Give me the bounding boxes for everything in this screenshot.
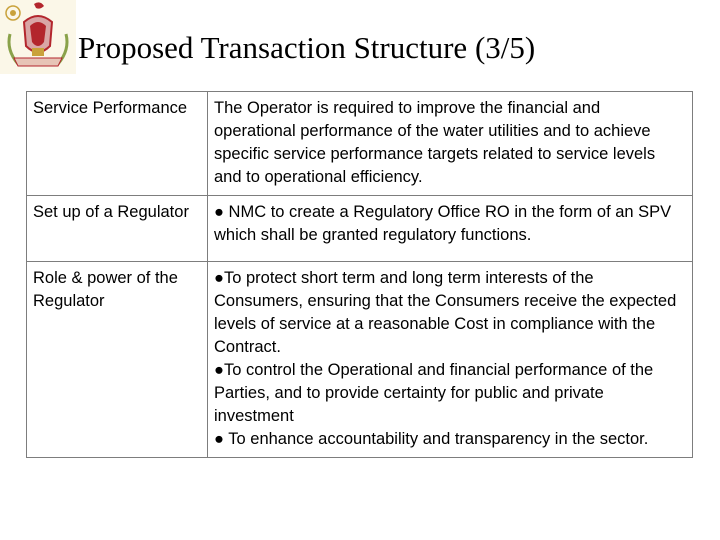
institution-emblem-logo	[0, 0, 76, 74]
transaction-structure-table	[26, 91, 693, 458]
bullet-point	[214, 428, 686, 451]
row-label: Service Performance	[27, 92, 208, 196]
bullet-icon: ●	[214, 361, 224, 379]
bullet-text: To enhance accountability and transparency in the sector.	[223, 430, 649, 448]
bullet-text: NMC to create a Regulatory Office RO in the form of an SPV which shall be granted regulatory functions.	[214, 203, 672, 244]
row-label: Role & power of the Regulator	[27, 262, 208, 458]
bullet-point	[214, 359, 686, 428]
bullet-point	[214, 267, 686, 359]
row-label: Set up of a Regulator	[27, 196, 208, 262]
table-row	[27, 262, 693, 458]
bullet-text: To control the Operational and financial performance of the Parties, and to provide certainty for public and private investment	[214, 361, 654, 425]
slide-title: Proposed Transaction Structure (3/5)	[78, 30, 536, 65]
table-row	[27, 196, 693, 262]
row-description: The Operator is required to improve the financial and operational performance of the water utilities and to achieve specific service performance targets related to service levels and to operational efficiency.	[208, 92, 693, 196]
bullet-icon: ●	[214, 430, 224, 448]
row-description	[208, 262, 693, 458]
row-description	[208, 196, 693, 262]
bullet-icon: ●	[214, 269, 224, 287]
bullet-icon: ●	[214, 203, 224, 221]
table-row	[27, 92, 693, 196]
bullet-text: To protect short term and long term interests of the Consumers, ensuring that the Consumers receive the expected levels of service at a reasonable Cost in compliance with the Contract.	[214, 269, 677, 356]
